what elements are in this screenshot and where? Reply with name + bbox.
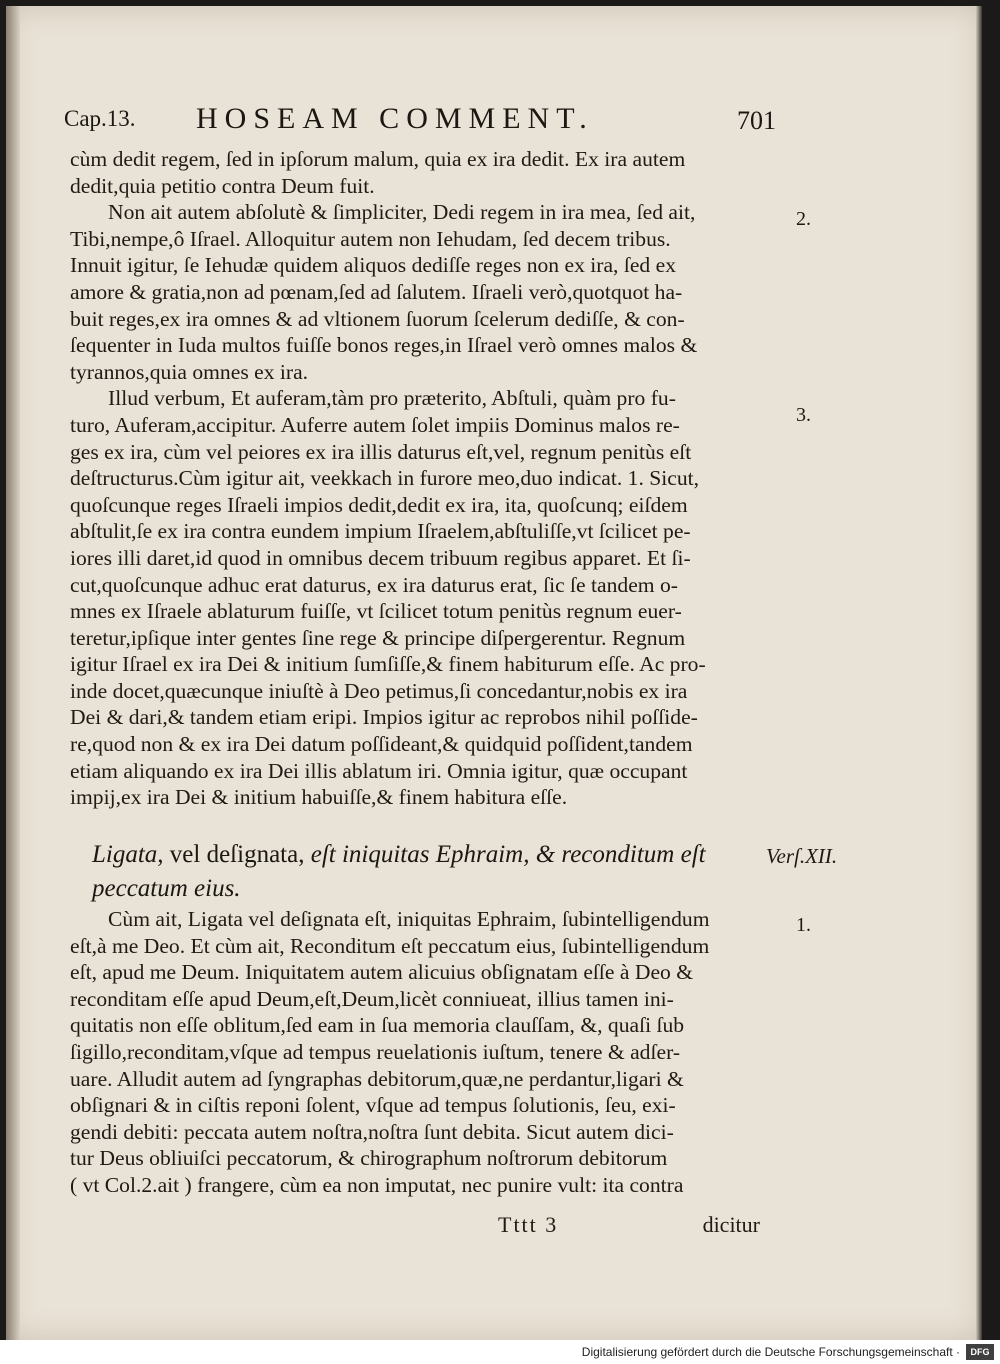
text-line: reconditam eſſe apud Deum,eſt,Deum,licèt conniueat, illius tamen ini- (70, 986, 674, 1011)
text-line: Illud verbum, Et auferam,tàm pro præterito, Abſtuli, quàm pro fu- (108, 386, 676, 411)
text-line: Cùm ait, Ligata vel deſignata eſt, iniquitas Ephraim, ſubintelligendum (108, 907, 710, 931)
text-line: cut,quoſcunque adhuc erat daturus, ex ira daturus erat, ſic ſe tandem o- (70, 572, 678, 597)
chapter-label: Cap.13. (64, 106, 136, 131)
text-line: re,quod non & ex ira Dei datum poſſideant,& quidquid poſſident,tandem (70, 732, 693, 757)
text-line: inde docet,quæcunque iniuſtè à Deo petimus,ſi concedantur,nobis ex ira (70, 678, 688, 703)
commentary-block-2 (70, 906, 770, 1199)
text-line: quitatis non eſſe oblitum,ſed eam in ſua memoria clauſſam, &, quaſi ſub (70, 1013, 685, 1038)
text-line: amore & gratia,non ad pœnam,ſed ad ſalutem. Iſraeli verò,quotquot ha- (70, 279, 683, 304)
text-line: Non ait autem abſolutè & ſimpliciter, Dedi regem in ira mea, ſed ait, (108, 200, 696, 225)
verse-text: Ligata, (92, 841, 164, 868)
text-line: Dei & dari,& tandem etiam eripi. Impios igitur ac reprobos nihil poſſide- (70, 705, 698, 730)
verse-text: peccatum eius. (92, 875, 241, 902)
binding-edge (6, 6, 20, 1340)
text-line: impij,ex ira Dei & initium habuiſſe,& finem habitura eſſe. (70, 785, 568, 810)
running-title: HOSEAM COMMENT. (196, 102, 594, 135)
text-line: eſt,à me Deo. Et cùm ait, Reconditum eſt peccatum eius, ſubintelligendum (70, 933, 710, 958)
text-line: mnes ex Iſraele ablaturum fuiſſe, vt ſcilicet totum penitùs regnum euer- (70, 599, 682, 624)
text-line: quoſcunque reges Iſraeli impios dedit,dedit ex ira, ita, quoſcunq; eiſdem (70, 492, 688, 517)
commentary-block-1 (70, 146, 770, 811)
verse-reference: Verſ.XII. (766, 844, 838, 868)
text-line: dedit,quia petitio contra Deum fuit. (70, 173, 375, 198)
text-line: abſtulit,ſe ex ira contra eundem impium Iſraelem,abſtuliſſe,vt ſcilicet pe- (70, 519, 691, 544)
text-line: gendi debiti: peccata autem noſtra,noſtra ſunt debita. Sicut autem dici- (70, 1119, 674, 1144)
book-page (6, 6, 982, 1340)
text-line: tyrannos,quia omnes ex ira. (70, 359, 309, 384)
text-line: Tibi,nempe,ô Iſrael. Alloquitur autem non Iehudam, ſed decem tribus. (70, 226, 671, 251)
verse-text: vel deſignata, (169, 841, 305, 868)
text-line: ſigillo,reconditam,vſque ad tempus reuelationis iuſtum, tenere & adſer- (70, 1039, 681, 1064)
catchword: dicitur (702, 1212, 760, 1237)
text-line: obſignari & in ciſtis reponi ſolent, vſque ad tempus ſolutionis, ſeu, exi- (70, 1093, 676, 1118)
dfg-logo-icon: DFG (966, 1344, 994, 1360)
text-line: cùm dedit regem, ſed in ipſorum malum, quia ex ira dedit. Ex ira autem (70, 147, 686, 171)
funding-credit: Digitalisierung gefördert durch die Deutsche Forschungsgemeinschaft · (581, 1345, 960, 1359)
text-line: buit reges,ex ira omnes & ad vltionem ſuorum ſcelerum dediſſe, & con- (70, 306, 685, 331)
margin-note: 3. (796, 404, 811, 426)
text-line: igitur Iſrael ex ira Dei & initium ſumſiſſe,& finem habiturum eſſe. Ac pro- (70, 652, 706, 677)
text-line: iores illi daret,id quod in omnibus decem tribuum regibus apparet. Et ſi- (70, 545, 691, 570)
page-footer (70, 1212, 770, 1242)
text-line: teretur,ipſique inter gentes ſine rege & principe diſpergerentur. Regnum (70, 625, 686, 650)
text-line: deſtructurus.Cùm igitur ait, veekkach in furore meo,duo indicat. 1. Sicut, (70, 466, 700, 491)
text-line: eſt, apud me Deum. Iniquitatem autem alicuius obſignatam eſſe à Deo & (70, 960, 694, 985)
text-line: etiam aliquando ex ira Dei illis ablatum iri. Omnia igitur, quæ occupant (70, 758, 688, 783)
credit-bar (0, 1340, 1000, 1364)
margin-note: 2. (796, 208, 811, 230)
scripture-verse (92, 838, 742, 906)
text-line: ( vt Col.2.ait ) frangere, cùm ea non imputat, nec punire vult: ita contra (70, 1172, 684, 1197)
text-line: Innuit igitur, ſe Iehudæ quidem aliquos dediſſe reges non ex ira, ſed ex (70, 253, 677, 278)
page-edge (976, 6, 982, 1340)
margin-note: 1. (796, 914, 811, 936)
text-line: turo, Auferam,accipitur. Auferre autem ſolet impiis Dominus malos re- (70, 412, 680, 437)
text-line: tur Deus obliuiſci peccatorum, & chirographum noſtrorum debitorum (70, 1146, 668, 1171)
text-line: uare. Alludit autem ad ſyngraphas debitorum,quæ,ne perdantur,ligari & (70, 1066, 684, 1091)
text-line: ges ex ira, cùm vel peiores ex ira illis daturus eſt,vel, regnum penitùs eſt (70, 439, 692, 464)
running-header (64, 102, 776, 142)
verse-text: eſt iniquitas Ephraim, & reconditum eſt (310, 841, 706, 868)
text-line: ſequenter in Iuda multos fuiſſe bonos reges,in Iſrael verò omnes malos & (70, 333, 698, 358)
signature-mark: Tttt 3 (498, 1212, 559, 1237)
page-number: 701 (737, 106, 776, 135)
